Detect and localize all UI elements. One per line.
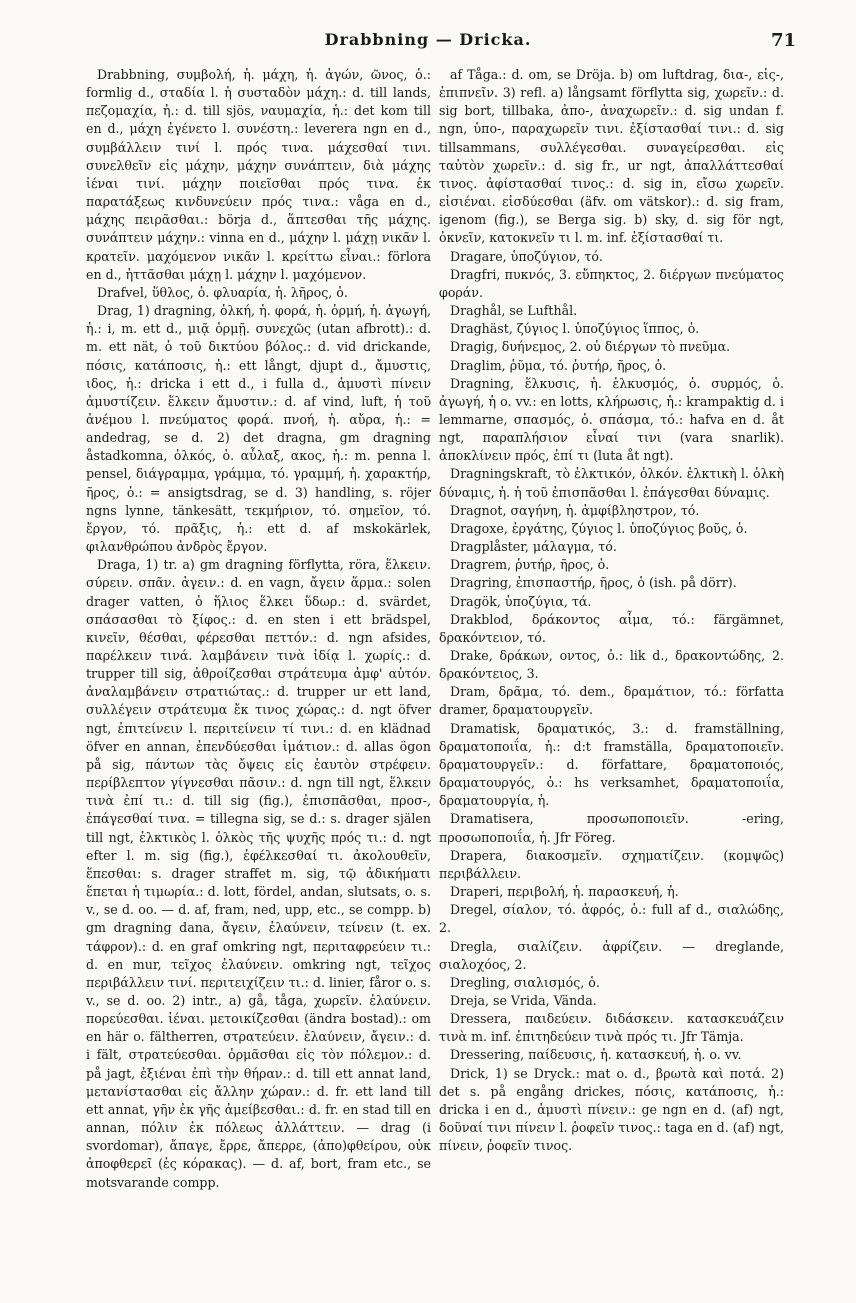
running-title: Drabbning — Dricka. [324, 30, 532, 49]
entry-text: Dragrem, ῥυτήρ, ῆρος, ὁ. [450, 557, 610, 573]
entry-text: Dregla, σιαλίζειν. ἀφρίζειν. — dreglande, σιαλοχόος, 2. [439, 938, 784, 972]
dictionary-entry [439, 465, 784, 501]
right-column [439, 66, 784, 1286]
dictionary-entry [86, 302, 431, 556]
entry-text: Dragningskraft, τὸ ἑλκτικόν, ὁλκόν. ἑλκτικὴ l. ὁλκὴ δύναμις, ἡ. ἡ τοῦ ἐπισπᾶσθαι l. ἐπάγεσθαι δύναμις. [439, 466, 784, 500]
dictionary-entry [86, 284, 431, 302]
dictionary-entry [439, 647, 784, 683]
entry-text: Dram, δρᾶμα, τό. dem., δραμάτιον, τό.: författa dramer, δραματουργεῖν. [439, 684, 784, 718]
dictionary-entry [439, 938, 784, 974]
dictionary-entry [439, 538, 784, 556]
running-head [60, 30, 796, 60]
entry-text: Drafvel, ὕθλος, ὁ. φλυαρία, ἡ. λῆρος, ὁ. [97, 284, 348, 300]
dictionary-entry [439, 1010, 784, 1046]
dictionary-entry [439, 556, 784, 574]
dictionary-entry [439, 720, 784, 811]
dictionary-entry [439, 683, 784, 719]
entry-text: Dramatisera, προσωποποιεῖν. -ering, προσωποποιΐα, ἡ. Jfr Föreg. [439, 811, 784, 845]
entry-text: Dreja, se Vrida, Vända. [450, 992, 597, 1008]
left-column [86, 66, 431, 1286]
entry-text: Dragare, ὑποζύγιον, τό. [450, 248, 603, 264]
dictionary-entry [439, 320, 784, 338]
dictionary-entry [439, 810, 784, 846]
dictionary-entry [439, 266, 784, 302]
dictionary-entry [439, 248, 784, 266]
dictionary-entry [439, 611, 784, 647]
dictionary-entry [439, 883, 784, 901]
dictionary-entry [439, 992, 784, 1010]
page-number: 71 [770, 30, 796, 51]
entry-text: Dressering, παίδευσις, ἡ. κατασκευή, ἡ. o. vv. [450, 1047, 742, 1063]
entry-text: Dragig, δυήνεμος, 2. οὐ διέργων τὸ πνεῦμα. [450, 339, 731, 355]
entry-text: Draghål, se Lufthål. [450, 303, 578, 319]
dictionary-entry [86, 66, 431, 284]
dictionary-entry [439, 593, 784, 611]
entry-text: Dragning, ἕλκυσις, ἡ. ἑλκυσμός, ὁ. συρμός, ὁ. ἀγωγή, ἡ o. vv.: en lotts, κλήρωσις, ἡ.: krampaktig d. i lemmarne, σπασμός, ὁ. σπάσμα, τό.: hafva en d. åt ngt, παραπλήσιον εἶναί τινι (vara snarlik). ἀποκλίνειν πρός, ἐπί τι (luta åt ngt). [439, 375, 784, 464]
entry-text: af Tåga.: d. om, se Dröja. b) om luftdrag, δια-, εἰς-, ἐπιπνεῖν. 3) refl. a) långsamt förflytta sig, χωρεῖν.: d. sig bort, tillbaka, ἀπο-, ἀναχωρεῖν.: d. sig undan f. ngn, ὑπο-, παραχωρεῖν τινι. ἐξίστασθαί τινι.: d. sig tillsammans, συλλέγεσθαι. συναγείρεσθαι. εἰς ταὐτὸν χωρεῖν.: d. sig fr., ur ngt, ἀπαλλάττεσθαί τινος. ἀφίστασθαί τινος.: d. sig in, εἴσω χωρεῖν. εἰσιέναι. εἰσδύεσθαι (äfv. om vätskor).: d. sig fram, igenom (fig.), se Berga sig. b) sky, d. sig för ngt, ὀκνεῖν, κατοκνεῖν τι l. m. inf. ἐξίστασθαί τι. [439, 67, 784, 246]
dictionary-entry [439, 66, 784, 248]
entry-text: Drabbning, συμβολή, ἡ. μάχη, ἡ. ἀγών, ῶνος, ὁ.: formlig d., σταδία l. ἡ συσταδὸν μάχη.: d. till lands, πεζομαχία, ἡ.: d. till sjös, ναυμαχία, ἡ.: det kom till en d., μάχη ἐγένετο l. συνέστη.: leverera ngn en d., συμβάλλειν τινί l. πρός τινα. μάχεσθαί τινι. συνελθεῖν εἰς μάχην, μάχην συνάπτειν, διὰ μάχης ἰέναι τινί. μάχην ποιεῖσθαι πρός τινα. ἐκ παρατάξεως κινδυνεύειν πρός τινα.: våga en d., μάχης πειρᾶσθαι.: börja d., ἅπτεσθαι τῆς μάχης. συνάπτειν μάχην.: vinna en d., μάχην l. μάχῃ νικᾶν l. κρατεῖν. μαχόμενον νικᾶν l. κρείττω εἶναι.: förlora en d., ἡττᾶσθαι μάχῃ l. μάχην l. μαχόμενον. [86, 67, 431, 282]
dictionary-entry [439, 974, 784, 992]
entry-text: Dragnot, σαγήνη, ἡ. ἀμφίβληστρον, τό. [450, 502, 700, 518]
entry-text: Dragök, ὑποζύγια, τά. [450, 593, 592, 609]
dictionary-entry [439, 901, 784, 937]
entry-text: Draperi, περιβολή, ἡ. παρασκευή, ἡ. [450, 884, 679, 900]
entry-text: Draglim, ῥῦμα, τό. ῥυτήρ, ῆρος, ὁ. [450, 357, 667, 373]
dictionary-entry [439, 847, 784, 883]
dictionary-entry [439, 338, 784, 356]
entry-text: Dragring, ἐπισπαστήρ, ῆρος, ὁ (ish. på dörr). [450, 575, 737, 591]
dictionary-entry [439, 502, 784, 520]
entry-text: Drag, 1) dragning, ὁλκή, ἡ. φορά, ἡ. ὁρμή, ἡ. ἀγωγή, ἡ.: i, m. ett d., μιᾷ ὁρμῇ. συνεχῶς (utan afbrott).: d. m. ett nät, ὁ τοῦ δικτύου βόλος.: d. vid drickande, πόσις, κατάποσις, ἡ.: ett långt, djupt d., ἄμυστις, ιδος, ἡ.: dricka i ett d., i fulla d., ἀμυστὶ πίνειν ἀμυστίζειν. ἕλκειν ἄμυστιν.: d. af vind, luft, ἡ τοῦ ἀνέμου l. πνεύματος φορά. πνοή, ἡ. αὔρα, ἡ.: = andedrag, se d. 2) det dragna, gm dragning åstadkomna, ὁλκός, ὁ. αὖλαξ, ακος, ἡ.: m. penna l. pensel, διάγραμμα, γράμμα, τό. γραμμή, ἡ. χαρακτήρ, ῆρος, ὁ.: = ansigtsdrag, se d. 3) handling, s. röjer ngns lynne, tänkesätt, τεκμήριον, τό. σημεῖον, τό. ἔργον, τό. πρᾶξις, ἡ.: ett d. af mskokärlek, φιλανθρώπου ἀνδρὸς ἔργον. [86, 303, 431, 555]
entry-text: Drapera, διακοσμεῖν. σχηματίζειν. (κομψῶς) περιβάλλειν. [439, 847, 784, 881]
entry-text: Draghäst, ζύγιος l. ὑποζύγιος ἵππος, ὁ. [450, 321, 700, 337]
entry-text: Drakblod, δράκοντος αἷμα, τό.: färgämnet, δρακόντειον, τό. [439, 611, 784, 645]
entry-text: Dragplåster, μάλαγμα, τό. [450, 539, 617, 555]
entry-text: Dramatisk, δραματικός, 3.: d. framställning, δραματοποιΐα, ἡ.: d:t framställa, δραματοποιεῖν. δραματουργεῖν.: d. författare, δραματοποιός, δραματουργός, ὁ.: hs verksamhet, δραματοποιΐα, δραματουργία, ἡ. [439, 720, 784, 809]
dictionary-entry [439, 520, 784, 538]
entry-text: Draga, 1) tr. a) gm dragning förflytta, röra, ἕλκειν. σύρειν. σπᾶν. ἀγειν.: d. en vagn, ἄγειν ἅρμα.: solen drager vatten, ὁ ἥλιος ἕλκει ὕδωρ.: d. svärdet, σπάσασθαι τὸ ξίφος.: d. en sten i ett brädspel, κινεῖν, θέσθαι, φέρεσθαι πεττόν.: d. ngn afsides, παρέλκειν τινά. λαμβάνειν τινὰ ἰδίᾳ l. χωρίς.: d. trupper till sig, ἀθροίζεσθαι στράτευμα ἀμφ' αὑτόν. ἀναλαμβάνειν στρατιώτας.: d. trupper ur ett land, συλλέγειν στράτευμα ἔκ τινος χώρας.: d. ngt öfver ngt, ἐπιτείνειν l. περιτείνειν τί τινι.: d. en klädnad öfver en annan, ἐπενδύεσθαι ἱμάτιον.: d. allas ögon på sig, πάντων τὰς ὄψεις εἰς ἑαυτὸν στρέφειν. περίβλεπτον γίγνεσθαι πᾶσιν.: d. ngn till ngt, ἕλκειν τινὰ ἐπί τι.: d. till sig (fig.), ἐπισπᾶσθαι, προσ-, ἐπάγεσθαί τινα. = tillegna sig, se d.: s. drager själen till ngt, ἑλκτικὸς l. ὁλκὸς τῆς ψυχῆς πρός τι.: d. ngt efter l. m. sig (fig.), ἐφέλκεσθαί τι. ἀκολουθεῖν, ἕπεσθαι: s. drager straffet m. sig, τῷ ἀδικήματι ἕπεται ἡ τιμωρία.: d. lott, fördel, andan, slutsats, o. s. v., se d. oo. — d. af, fram, ned, upp, etc., se compp. b) gm dragning dana, ἄγειν, ἐλαύνειν, τείνειν (t. ex. τάφρον).: d. en graf omkring ngt, περιταφρεύειν τι.: d. en mur, τεῖχος ἐλαύνειν. omkring ngt, τεῖχος περιβάλλειν τινί. περιτειχίζειν τι.: d. linier, fåror o. s. v., se d. oo. 2) intr., a) gå, tåga, χωρεῖν. ἐλαύνειν. πορεύεσθαι. ἰέναι. μετοικίζεσθαι (ändra bostad).: om en här o. fältherren, στρατεύειν. ἐλαύνειν, ἄγειν.: d. i fält, στρατεύεσθαι. ὁρμᾶσθαι εἰς τὸν πόλεμον.: d. på jagt, ἐξιέναι ἐπὶ τὴν θήραν.: d. till ett annat land, μετανίστασθαι εἰς ἄλλην χώραν.: d. fr. ett land till ett annat, γῆν ἐκ γῆς ἀμείβεσθαι.: d. fr. en stad till en annan, πόλιν ἐκ πόλεως ἀλλάττειν. — drag (i svordomar), ἄπαγε, ἔρρε, ἄπερρε, (ἀπο)φθείρου, οὐκ ἀποφθερεῖ (ἐς κόρακας). — d. af, bort, fram etc., se motsvarande compp. [86, 557, 431, 1190]
entry-text: Dragoxe, ἐργάτης, ζύγιος l. ὑποζύγιος βοῦς, ὁ. [450, 520, 748, 536]
dictionary-entry [439, 302, 784, 320]
dictionary-entry [86, 556, 431, 1191]
entry-text: Drake, δράκων, οντος, ὁ.: lik d., δρακοντώδης, 2. δρακόντειος, 3. [439, 648, 784, 682]
entry-text: Dragfri, πυκνός, 3. εὔπηκτος, 2. διέργων πνεύματος φοράν. [439, 266, 784, 300]
entry-text: Dregling, σιαλισμός, ὁ. [450, 974, 600, 990]
dictionary-entry [439, 574, 784, 592]
dictionary-entry [439, 1065, 784, 1156]
dictionary-entry [439, 1046, 784, 1064]
dictionary-entry [439, 357, 784, 375]
entry-text: Dregel, σίαλον, τό. ἀφρός, ὁ.: full af d., σιαλώδης, 2. [439, 902, 784, 936]
dictionary-entry [439, 375, 784, 466]
entry-text: Dressera, παιδεύειν. διδάσκειν. κατασκευάζειν τινὰ m. inf. ἐπιτηδεύειν τινὰ πρός τι. Jfr Tämja. [439, 1011, 784, 1045]
entry-text: Drick, 1) se Dryck.: mat o. d., βρωτὰ καὶ ποτά. 2) det s. på engång drickes, πόσις, κατάποσις, ἡ.: dricka i en d., ἀμυστὶ πίνειν.: ge ngn en d. (af) ngt, δοῦναί τινι πίνειν l. ῥοφεῖν τινος.: taga en d. (af) ngt, πίνειν, ῥοφεῖν τινος. [439, 1065, 784, 1154]
